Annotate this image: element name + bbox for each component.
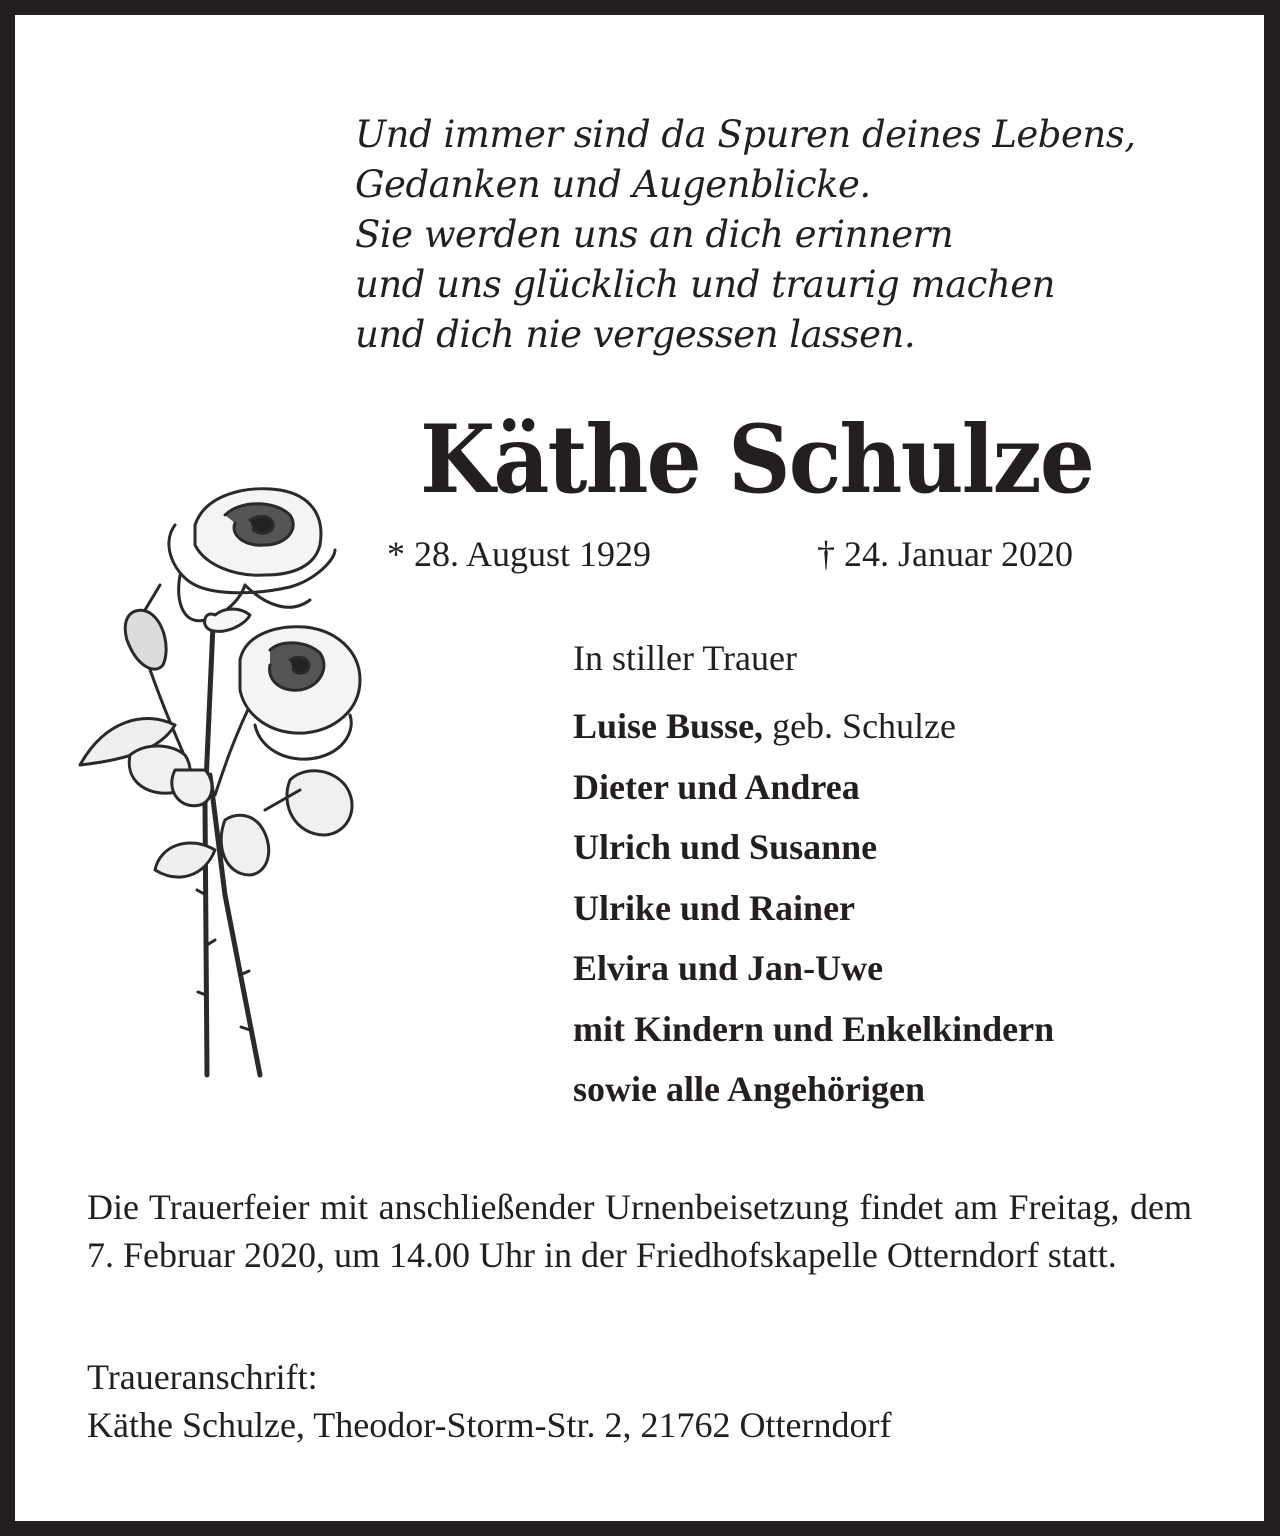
mourner-line <box>573 696 1253 757</box>
poem-line: und uns glücklich und traurig machen <box>355 263 1055 306</box>
poem-line: Und immer sind da Spuren deines Lebens, <box>355 113 1136 156</box>
mourner-line <box>573 999 1253 1060</box>
mourner-name: Ulrike und Rainer <box>573 887 856 928</box>
death-date: † 24. Januar 2020 <box>817 534 1073 574</box>
address-value: Käthe Schulze, Theodor-Storm-Str. 2, 21762 Otterndorf <box>87 1405 892 1445</box>
mourner-note: geb. Schulze <box>763 706 956 746</box>
mourner-name: Elvira und Jan-Uwe <box>573 948 884 988</box>
mourner-name: Dieter und Andrea <box>573 766 860 807</box>
deceased-name: Käthe Schulze <box>420 405 1094 515</box>
rose-bouquet-icon <box>65 475 385 1115</box>
poem-line: und dich nie vergessen lassen. <box>355 313 916 356</box>
mourner-name: Luise Busse, <box>573 706 764 746</box>
obituary-notice <box>15 15 1264 1521</box>
birth-date: * 28. August 1929 <box>387 534 652 574</box>
mourners-block <box>573 630 1253 1120</box>
mourner-line <box>573 757 1253 818</box>
poem-line: Gedanken und Augenblicke. <box>355 163 871 206</box>
mourner-name: sowie alle Angehörigen <box>573 1069 925 1109</box>
address-label: Traueranschrift: <box>87 1357 318 1397</box>
poem-line: Sie werden uns an dich erinnern <box>355 213 954 256</box>
memorial-poem <box>355 110 1255 360</box>
mourner-name: Ulrich und Susanne <box>573 827 878 867</box>
mourner-line <box>573 1059 1253 1120</box>
mourner-line <box>573 878 1253 939</box>
mourner-name: mit Kindern und Enkelkindern <box>573 1008 1055 1049</box>
funeral-service-info: Die Trauerfeier mit anschließender Urnenbeisetzung findet am Freitag, dem 7. Februar 2020, um 14.00 Uhr in der Friedhofskapelle Otterndorf statt. <box>87 1187 1192 1275</box>
mourner-line <box>573 817 1253 878</box>
mourner-line <box>573 938 1253 999</box>
condolence-address <box>87 1353 1197 1449</box>
mourning-intro: In stiller Trauer <box>573 638 797 678</box>
